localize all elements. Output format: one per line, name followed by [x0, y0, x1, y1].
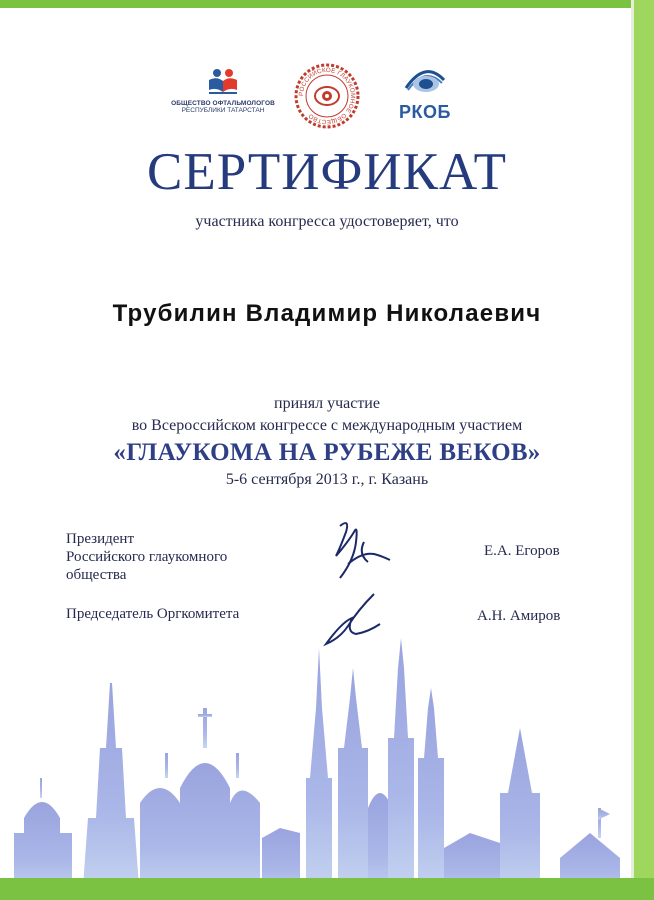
left-logo-line1: ОБЩЕСТВО ОФТАЛЬМОЛОГОВ — [171, 100, 275, 107]
glaucoma-society-seal-icon — [293, 62, 361, 130]
rkob-logo — [390, 66, 460, 123]
certificate-subtitle: участника конгресса удостоверяет, что — [195, 213, 459, 230]
congress-text: во Всероссийском конгрессе с международным участием — [131, 417, 523, 434]
chairman-name: А.Н. Амиров — [477, 608, 561, 624]
president-signature — [318, 512, 398, 587]
president-role — [66, 530, 266, 584]
eye-orbit-icon — [402, 66, 448, 96]
event-date-place: 5-6 сентября 2013 г., г. Казань — [225, 471, 429, 488]
kazan-skyline-illustration — [0, 628, 654, 900]
president-role-line3: общества — [66, 567, 127, 583]
rkob-text: РКОБ — [399, 102, 451, 122]
president-name: Е.А. Егоров — [484, 543, 560, 559]
people-emblem-icon — [206, 68, 240, 96]
bottom-green-border — [0, 878, 654, 900]
president-role-line2: Российского глаукомного — [66, 549, 228, 565]
certificate-title: СЕРТИФИКАТ — [147, 143, 507, 201]
recipient-name: Трубилин Владимир Николаевич — [112, 300, 542, 327]
president-role-line1: Президент — [66, 531, 134, 547]
event-title: «ГЛАУКОМА НА РУБЕЖЕ ВЕКОВ» — [113, 439, 541, 466]
chairman-role: Председатель Оргкомитета — [66, 606, 240, 622]
left-logo-line2: РЕСПУБЛИКИ ТАТАРСТАН — [181, 107, 265, 114]
top-green-border — [0, 0, 654, 8]
participation-text: принял участие — [274, 395, 380, 412]
ophthalmologists-society-logo — [168, 68, 278, 114]
seal-text: РОССИЙСКОЕ ГЛАУКОМНОЕ ОБЩЕСТВО — [297, 66, 357, 126]
